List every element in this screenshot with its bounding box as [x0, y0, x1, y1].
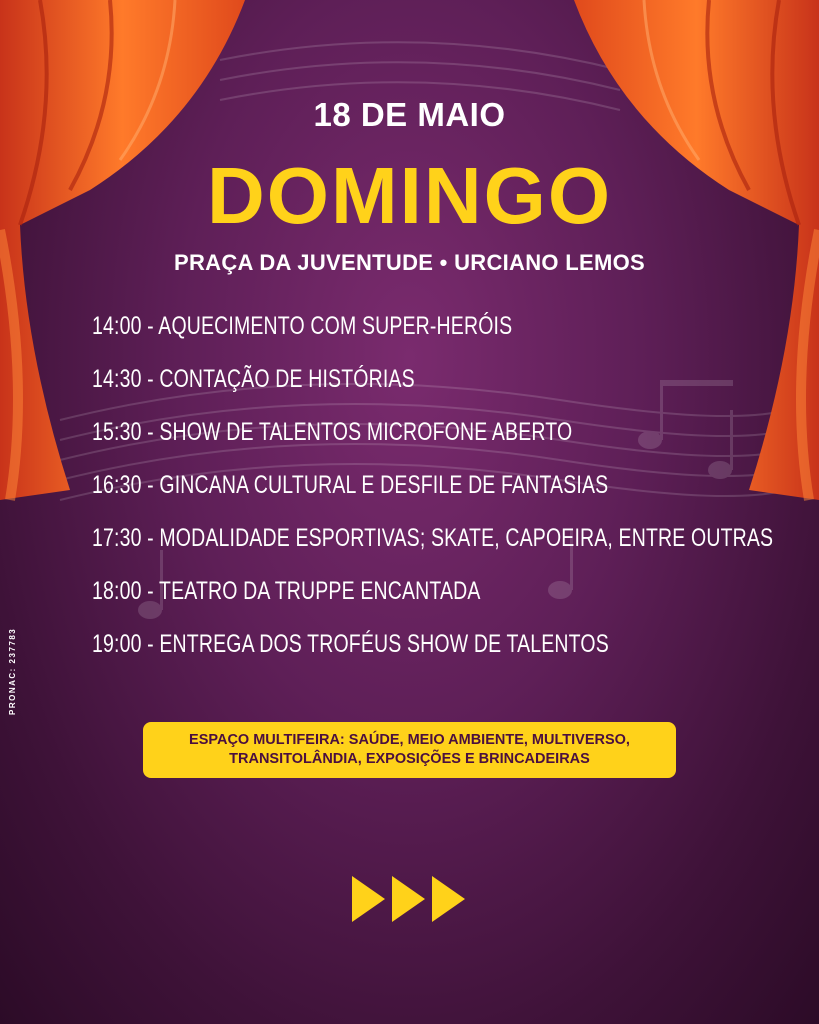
event-weekday: DOMINGO [206, 151, 613, 240]
schedule-item: 15:30 - SHOW DE TALENTOS MICROFONE ABERTO [92, 418, 573, 446]
schedule-item: 16:30 - GINCANA CULTURAL E DESFILE DE FANTASIAS [92, 471, 609, 499]
event-venue: PRAÇA DA JUVENTUDE • URCIANO LEMOS [174, 250, 645, 275]
schedule-item: 17:30 - MODALIDADE ESPORTIVAS; SKATE, CAPOEIRA, ENTRE OUTRAS [92, 524, 774, 552]
schedule-item: 18:00 - TEATRO DA TRUPPE ENCANTADA [92, 577, 481, 605]
event-date: 18 DE MAIO [313, 96, 506, 133]
multifeira-banner [143, 722, 676, 778]
schedule-item: 14:30 - CONTAÇÃO DE HISTÓRIAS [92, 365, 415, 393]
schedule-list [92, 312, 792, 683]
triple-arrow-right-icon[interactable] [352, 874, 466, 924]
banner-line-1: ESPAÇO MULTIFEIRA: SAÚDE, MEIO AMBIENTE, MULTIVERSO, [189, 732, 630, 748]
schedule-item: 14:00 - AQUECIMENTO COM SUPER-HERÓIS [92, 312, 513, 340]
pronac-label: PRONAC: 237783 [8, 627, 17, 715]
schedule-item: 19:00 - ENTREGA DOS TROFÉUS SHOW DE TALENTOS [92, 630, 609, 658]
banner-line-2: TRANSITOLÂNDIA, EXPOSIÇÕES E BRINCADEIRAS [229, 751, 590, 767]
